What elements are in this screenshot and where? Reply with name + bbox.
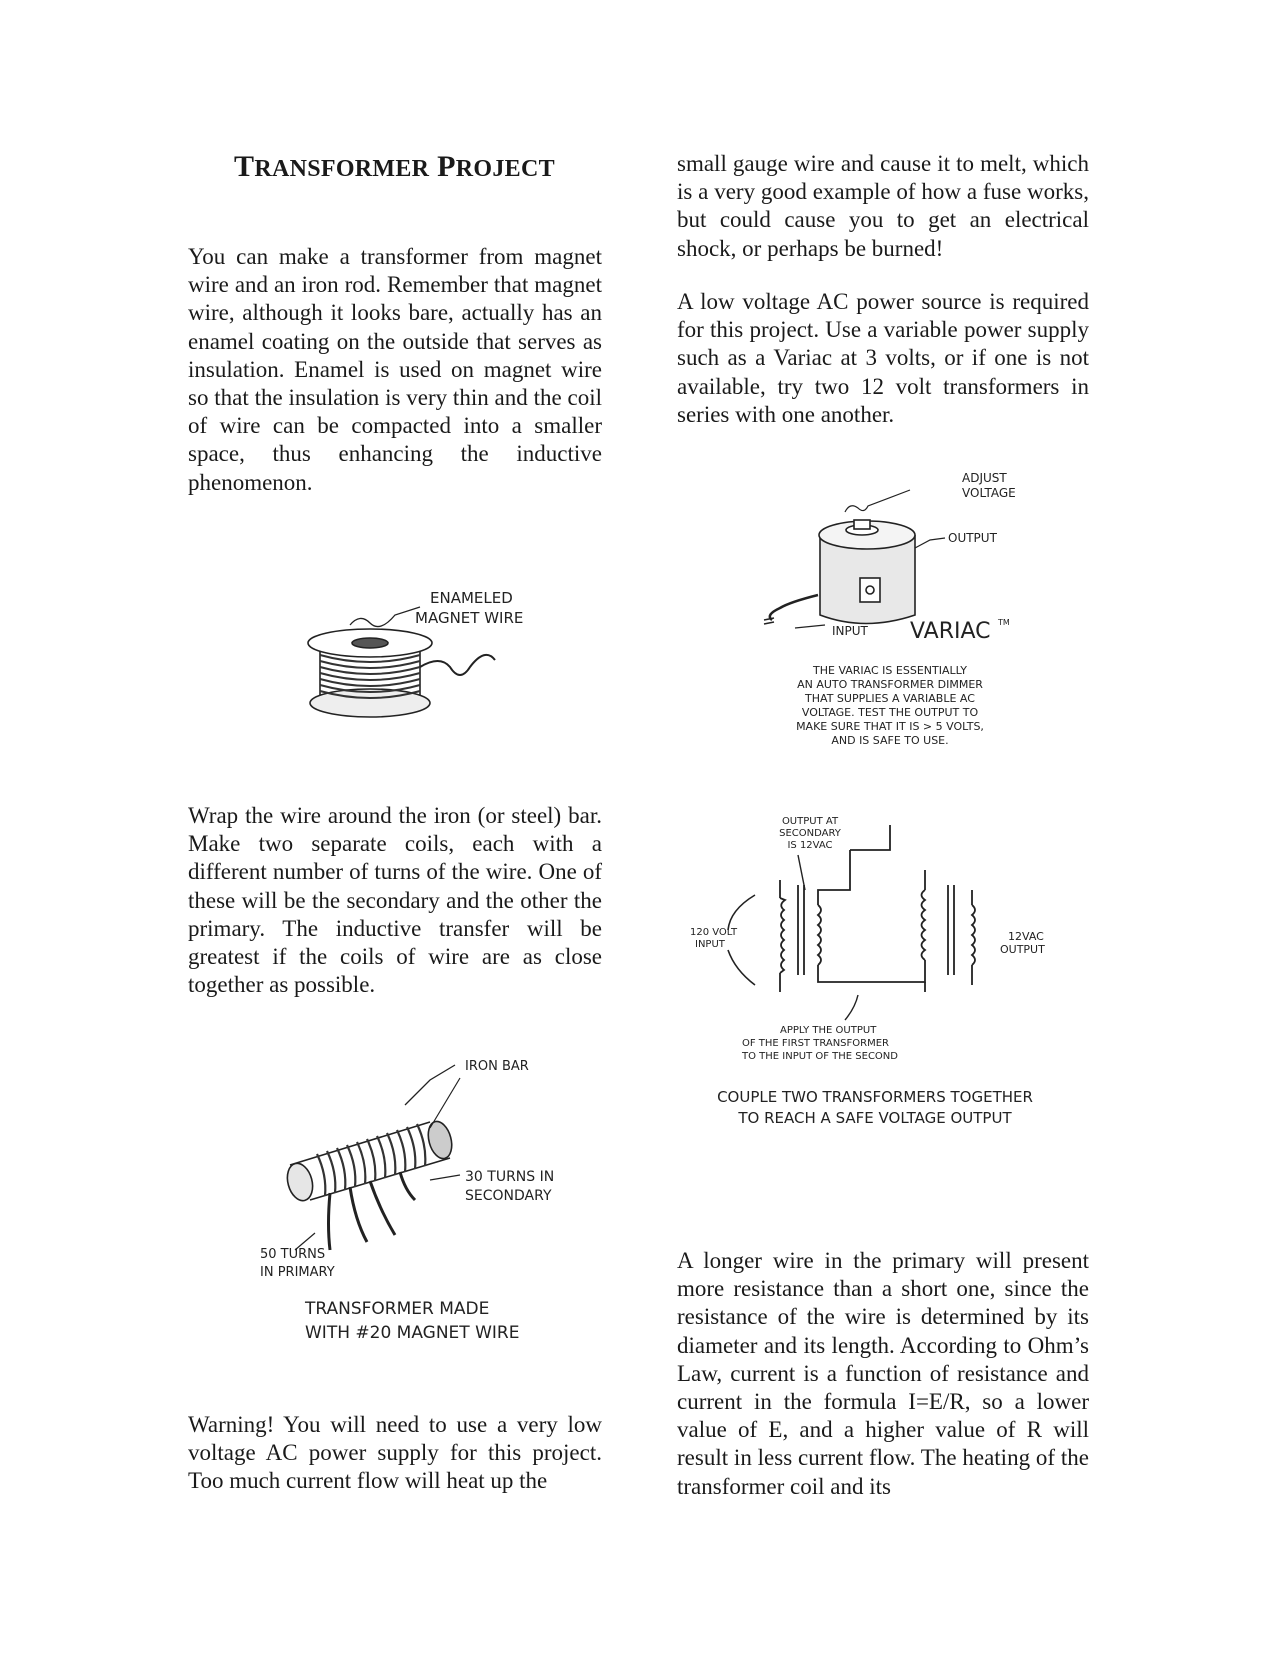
title-initial-1: T xyxy=(234,150,255,183)
right-paragraph-3: A longer wire in the primary will present more resistance than a short one, since the resistance of the wire is determined by its diameter and its length. According to Ohm’s Law, current is a function of resistance and current in the formula I=E/R, so a lower value of E, and a higher value of R will result in less current flow. The heating of the transformer coil and its xyxy=(677,1248,1089,1499)
right-paragraph-2: A low voltage AC power source is required for this project. Use a variable power supply such as a Variac at 3 volts, or if one is not available, try two 12 volt transformers in series with one another. xyxy=(677,289,1089,427)
final-output-label-line-2: OUTPUT xyxy=(1000,943,1045,956)
primary-label-line-2: IN PRIMARY xyxy=(260,1265,335,1280)
coupled-transformers-diagram xyxy=(690,816,1080,1180)
variac-caption-line-3: THAT SUPPLIES A VARIABLE AC xyxy=(805,692,975,705)
page-title xyxy=(234,150,555,184)
left-paragraph-2-block xyxy=(188,802,602,999)
couple-caption-line-1: COUPLE TWO TRANSFORMERS TOGETHER xyxy=(717,1088,1033,1106)
secondary-output-label-line-3: IS 12VAC xyxy=(787,840,833,851)
secondary-output-label-line-1: OUTPUT AT xyxy=(781,816,839,827)
iron-bar-label: IRON BAR xyxy=(465,1059,529,1074)
secondary-output-label-line-2: SECONDARY xyxy=(779,828,841,839)
input-voltage-label-line-2: INPUT xyxy=(695,939,725,950)
adjust-label-line-2: VOLTAGE xyxy=(962,486,1016,500)
secondary-label-line-2: SECONDARY xyxy=(465,1188,552,1204)
left-paragraph-2: Wrap the wire around the iron (or steel) bar. Make two separate coils, each with a different number of turns of the wire. One of these will be the secondary and the other the primary. The inductive transfer will be greatest if the coils of wire are as close together as possible. xyxy=(188,803,602,998)
right-paragraph-1-block xyxy=(677,150,1089,263)
variac-caption-line-1: THE VARIAC IS ESSENTIALLY xyxy=(813,664,967,677)
output-label: OUTPUT xyxy=(948,531,997,545)
left-paragraph-1-block xyxy=(188,243,602,497)
apply-note-line-1: APPLY THE OUTPUT xyxy=(780,1025,877,1036)
variac-caption-line-5: MAKE SURE THAT IT IS > 5 VOLTS, xyxy=(796,720,984,733)
right-paragraph-2-block xyxy=(677,288,1089,429)
spool-illustration xyxy=(290,585,560,745)
title-rest-1: RANSFORMER xyxy=(254,156,430,182)
bar-caption-line-1: TRANSFORMER MADE xyxy=(305,1299,490,1319)
adjust-label-line-1: ADJUST xyxy=(962,471,1007,485)
left-paragraph-3-block xyxy=(188,1411,602,1496)
apply-note-line-3: TO THE INPUT OF THE SECOND xyxy=(742,1051,898,1062)
right-paragraph-1: small gauge wire and cause it to melt, which is a very good example of how a fuse works, but could cause you to get an electrical shock, or perhaps be burned! xyxy=(677,151,1089,261)
couple-caption-line-2: TO REACH A SAFE VOLTAGE OUTPUT xyxy=(738,1109,1012,1127)
variac-caption-line-2: AN AUTO TRANSFORMER DIMMER xyxy=(797,678,983,691)
spool-label-line-1: ENAMELED xyxy=(430,589,513,607)
iron-bar-transformer-illustration xyxy=(255,1050,595,1350)
final-output-label-line-1: 12VAC xyxy=(1008,930,1044,943)
title-rest-2: ROJECT xyxy=(455,156,555,182)
title-initial-2: P xyxy=(437,150,456,183)
trademark-mark: TM xyxy=(998,618,1010,627)
input-voltage-label-line-1: 120 VOLT xyxy=(690,927,738,938)
right-paragraph-3-block xyxy=(677,1247,1089,1501)
left-paragraph-3: Warning! You will need to use a very low voltage AC power supply for this project. Too much current flow will heat up the xyxy=(188,1412,602,1494)
variac-caption-line-4: VOLTAGE. TEST THE OUTPUT TO xyxy=(801,706,979,719)
variac-illustration xyxy=(750,471,1040,780)
spool-label-line-2: MAGNET WIRE xyxy=(415,609,524,627)
variac-caption-line-6: AND IS SAFE TO USE. xyxy=(831,734,949,747)
input-label: INPUT xyxy=(832,624,868,638)
secondary-label-line-1: 30 TURNS IN xyxy=(465,1169,555,1185)
primary-label-line-1: 50 TURNS xyxy=(260,1247,326,1262)
left-paragraph-1: You can make a transformer from magnet wire and an iron rod. Remember that magnet wire, although it looks bare, actually has an enamel coating on the outside that serves as insulation. Enamel is used on magnet wire so that the insulation is very thin and the coil of wire can be compacted into a smaller space, thus enhancing the inductive phenomenon. xyxy=(188,244,602,495)
apply-note-line-2: OF THE FIRST TRANSFORMER xyxy=(742,1038,889,1049)
variac-brand: VARIAC xyxy=(910,619,991,644)
bar-caption-line-2: WITH #20 MAGNET WIRE xyxy=(305,1323,520,1343)
